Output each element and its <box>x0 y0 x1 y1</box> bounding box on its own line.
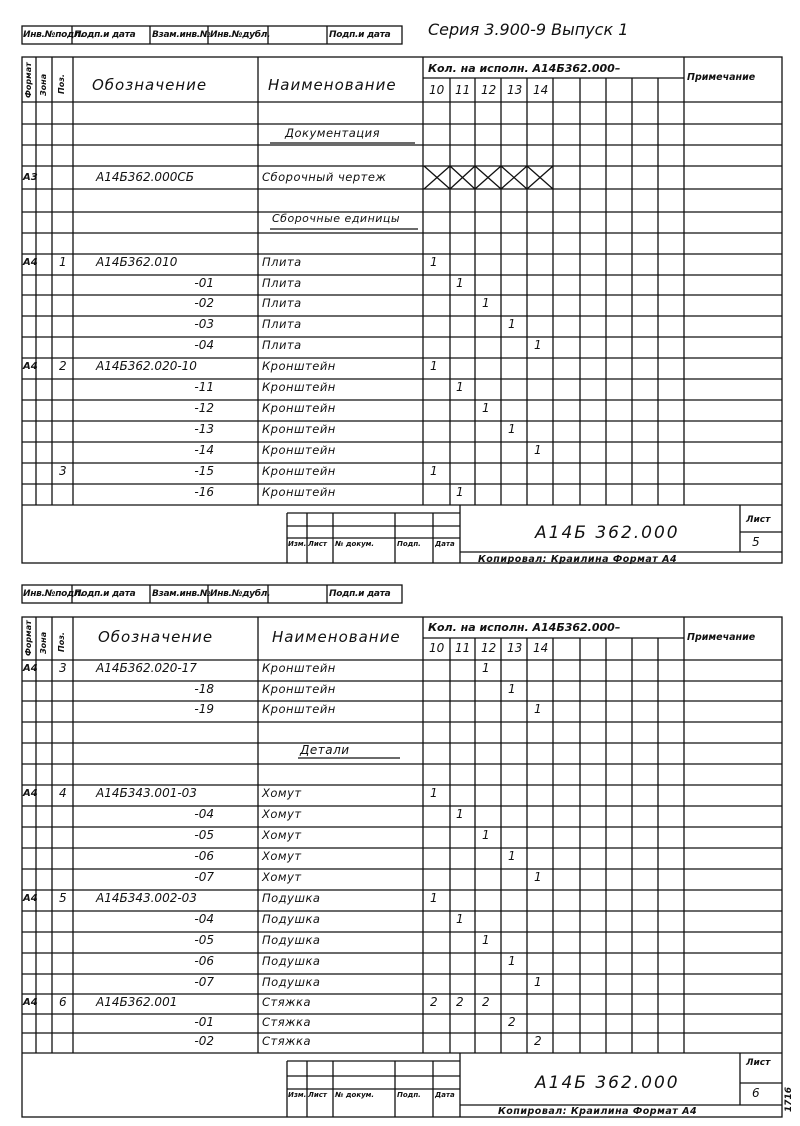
sheet1-row-name: Плита <box>262 317 302 331</box>
tb2-footer: Копировал: Краилина Формат А4 <box>498 1106 698 1117</box>
col2-name: Наименование <box>272 628 401 646</box>
sheet1-row-name: Плита <box>262 296 302 310</box>
sheet1-row-qty: 1 <box>456 276 464 290</box>
tb1-list: Лист <box>308 540 327 548</box>
section-parts: Детали <box>300 743 350 757</box>
sheet2-row-qty: 1 <box>482 828 490 842</box>
sheet2-row-name: Кронштейн <box>262 682 336 696</box>
sheet1-row-name: Сборочный чертеж <box>262 170 387 184</box>
variant2-12: 12 <box>481 641 497 655</box>
sheet2-row-name: Хомут <box>262 849 302 863</box>
col-poz: Поз. <box>57 74 66 94</box>
tb2-data: Дата <box>435 1091 455 1099</box>
sheet2-row-name: Подушка <box>262 975 321 989</box>
tb1-podp: Подп. <box>397 540 421 548</box>
sheet2-row-name: Подушка <box>262 954 321 968</box>
sheet2-row-qty: 1 <box>456 807 464 821</box>
tb2-sheet-label: Лист <box>746 1058 771 1068</box>
sheet1-row-oboz: -12 <box>194 401 214 415</box>
sheet1-row-pos: 2 <box>59 359 67 373</box>
sheet1-row-oboz: А14Б362.010 <box>96 255 178 269</box>
sheet2-row-qty: 1 <box>508 682 516 696</box>
sheet2-row-format: А4 <box>23 893 38 904</box>
section-documentation: Документация <box>285 126 381 140</box>
variant-10: 10 <box>429 83 445 97</box>
sheet1-row-oboz: -14 <box>194 443 214 457</box>
sheet2-row-qty: 2 <box>534 1034 542 1048</box>
stamp2-inv-dubl: Инв.№дубл. <box>210 589 271 599</box>
sheet2-row-oboz: -18 <box>194 682 214 696</box>
sheet1-row-qty: 1 <box>508 317 516 331</box>
tb2-dokum: № докум. <box>335 1091 375 1099</box>
sheet2-row-name: Хомут <box>262 786 302 800</box>
variant-13: 13 <box>507 83 523 97</box>
sheet1-row-name: Кронштейн <box>262 401 336 415</box>
stamp2-podp-data: Подп.и дата <box>74 589 136 599</box>
sheet1-row-oboz: -03 <box>194 317 214 331</box>
tb2-side-number: 1716 <box>784 1086 794 1112</box>
variant-11: 11 <box>455 83 471 97</box>
tb1-sheet-label: Лист <box>746 515 771 525</box>
sheet2-row-qty: 1 <box>508 954 516 968</box>
sheet2-row-oboz: -07 <box>194 975 214 989</box>
tb2-code: А14Б 362.000 <box>535 1073 680 1093</box>
sheet1-row-qty: 1 <box>430 359 438 373</box>
sheet1-row-qty: 1 <box>430 464 438 478</box>
tb2-izm: Изм. <box>288 1091 307 1099</box>
sheet1-row-qty: 1 <box>508 422 516 436</box>
series-label: Серия 3.900-9 Выпуск 1 <box>428 20 629 39</box>
sheet1-row-oboz: -02 <box>194 296 214 310</box>
sheet2-row-qty: 1 <box>482 661 490 675</box>
sheet2-row-oboz: -04 <box>194 807 214 821</box>
col2-oboz: Обозначение <box>98 628 214 646</box>
tb1-data: Дата <box>435 540 455 548</box>
sheet2-row-oboz: -06 <box>194 954 214 968</box>
stamp2-inv-podl: Инв.№подл. <box>23 589 84 599</box>
sheet1-row-name: Кронштейн <box>262 359 336 373</box>
sheet1-row-format: А3 <box>23 172 38 183</box>
sheet1-row-oboz: А14Б362.000СБ <box>96 170 194 184</box>
sheet2-row-oboz: -05 <box>194 828 214 842</box>
sheet1-row-name: Плита <box>262 338 302 352</box>
sheet1-row-oboz: -16 <box>194 485 214 499</box>
sheet2-row-pos: 4 <box>59 786 67 800</box>
sheet1-row-qty: 1 <box>482 296 490 310</box>
sheet1-row-pos: 1 <box>59 255 67 269</box>
sheet2-row-qty: 1 <box>534 975 542 989</box>
sheet2-row-qty: 1 <box>508 849 516 863</box>
col2-kol: Кол. на исполн. А14Б362.000– <box>428 621 621 634</box>
sheet2-row-qty: 1 <box>534 702 542 716</box>
stamp2-vzam-inv: Взам.инв.№ <box>152 589 211 599</box>
sheet2-row-oboz: -07 <box>194 870 214 884</box>
sheet1-row-qty: 1 <box>534 338 542 352</box>
sheet2-row-format: А4 <box>23 663 38 674</box>
col-prim: Примечание <box>687 72 756 83</box>
tb1-footer: Копировал: Краилина Формат А4 <box>478 554 678 565</box>
col-name: Наименование <box>268 76 397 94</box>
variant2-11: 11 <box>455 641 471 655</box>
sheet2-row-pos: 5 <box>59 891 67 905</box>
variant2-13: 13 <box>507 641 523 655</box>
sheet1-row-oboz: -11 <box>194 380 214 394</box>
tb2-list: Лист <box>308 1091 327 1099</box>
sheet2-row-name: Подушка <box>262 891 321 905</box>
sheet1-row-oboz: -04 <box>194 338 214 352</box>
col2-zona: Зона <box>39 631 48 654</box>
col2-poz: Поз. <box>57 632 66 652</box>
col2-format: Формат <box>24 620 33 656</box>
sheet2-row-oboz: -01 <box>194 1015 214 1029</box>
sheet2-row-qty: 1 <box>430 891 438 905</box>
section-assembly: Сборочные единицы <box>272 212 401 225</box>
sheet1-row-name: Кронштейн <box>262 485 336 499</box>
col-kol: Кол. на исполн. А14Б362.000– <box>428 62 621 75</box>
sheet2-row-name: Кронштейн <box>262 661 336 675</box>
sheet2-row-oboz: -02 <box>194 1034 214 1048</box>
sheet2-row-format: А4 <box>23 997 38 1008</box>
sheet2-row-qty: 2 <box>482 995 490 1009</box>
variant-12: 12 <box>481 83 497 97</box>
sheet1-row-format: А4 <box>23 257 38 268</box>
sheet2-row-qty: 2 <box>508 1015 516 1029</box>
stamp-vzam-inv: Взам.инв.№ <box>152 30 211 40</box>
col2-prim: Примечание <box>687 632 756 643</box>
sheet1-row-qty: 1 <box>456 485 464 499</box>
sheet1-row-qty: 1 <box>534 443 542 457</box>
sheet1-row-oboz: -13 <box>194 422 214 436</box>
sheet1-row-name: Кронштейн <box>262 443 336 457</box>
sheet1-row-qty: 1 <box>430 255 438 269</box>
sheet2-row-oboz: А14Б343.002-03 <box>96 891 197 905</box>
sheet2-row-pos: 6 <box>59 995 67 1009</box>
sheet2-row-qty: 1 <box>534 870 542 884</box>
sheet1-row-oboz: -15 <box>194 464 214 478</box>
sheet2-row-qty: 1 <box>430 786 438 800</box>
stamp-podp-data-2: Подп.и дата <box>329 30 391 40</box>
sheet2-row-name: Кронштейн <box>262 702 336 716</box>
stamp2-podp-data-2: Подп.и дата <box>329 589 391 599</box>
sheet2-row-name: Хомут <box>262 870 302 884</box>
sheet1-row-name: Кронштейн <box>262 464 336 478</box>
stamp-podp-data: Подп.и дата <box>74 30 136 40</box>
sheet1-row-oboz: А14Б362.020-10 <box>96 359 197 373</box>
sheet1-row-qty: 1 <box>482 401 490 415</box>
col-oboz: Обозначение <box>92 76 208 94</box>
sheet1-row-name: Плита <box>262 255 302 269</box>
sheet1-row-name: Кронштейн <box>262 380 336 394</box>
sheet2-row-name: Стяжка <box>262 1034 311 1048</box>
sheet2-row-oboz: -04 <box>194 912 214 926</box>
sheet1-row-qty: 1 <box>456 380 464 394</box>
tb1-dokum: № докум. <box>335 540 375 548</box>
sheet2-row-name: Стяжка <box>262 1015 311 1029</box>
sheet2-row-qty: 1 <box>482 933 490 947</box>
tb1-code: А14Б 362.000 <box>535 523 680 543</box>
sheet1-row-name: Плита <box>262 276 302 290</box>
sheet2-row-pos: 3 <box>59 661 67 675</box>
sheet2-row-format: А4 <box>23 788 38 799</box>
tb2-podp: Подп. <box>397 1091 421 1099</box>
sheet2-row-oboz: А14Б362.020-17 <box>96 661 197 675</box>
sheet2-row-qty: 2 <box>430 995 438 1009</box>
sheet2-row-name: Подушка <box>262 912 321 926</box>
sheet2-row-oboz: -05 <box>194 933 214 947</box>
sheet2-row-oboz: А14Б343.001-03 <box>96 786 197 800</box>
sheet2-row-qty: 2 <box>456 995 464 1009</box>
sheet2-row-name: Хомут <box>262 807 302 821</box>
sheet2-row-oboz: -06 <box>194 849 214 863</box>
sheet2-row-name: Хомут <box>262 828 302 842</box>
variant2-10: 10 <box>429 641 445 655</box>
variant-14: 14 <box>533 83 549 97</box>
stamp-inv-dubl: Инв.№дубл. <box>210 30 271 40</box>
variant2-14: 14 <box>533 641 549 655</box>
sheet2-row-oboz: А14Б362.001 <box>96 995 178 1009</box>
sheet2-row-name: Подушка <box>262 933 321 947</box>
sheet1-row-name: Кронштейн <box>262 422 336 436</box>
sheet2-row-qty: 1 <box>456 912 464 926</box>
sheet1-row-pos: 3 <box>59 464 67 478</box>
tb1-sheet-no: 5 <box>752 535 760 549</box>
stamp-inv-podl: Инв.№подл. <box>23 30 84 40</box>
col-zona: Зона <box>39 73 48 96</box>
tb1-izm: Изм. <box>288 540 307 548</box>
sheet1-row-format: А4 <box>23 361 38 372</box>
sheet2-row-oboz: -19 <box>194 702 214 716</box>
sheet2-row-name: Стяжка <box>262 995 311 1009</box>
col-format: Формат <box>24 62 33 98</box>
tb2-sheet-no: 6 <box>752 1086 760 1100</box>
sheet1-row-oboz: -01 <box>194 276 214 290</box>
